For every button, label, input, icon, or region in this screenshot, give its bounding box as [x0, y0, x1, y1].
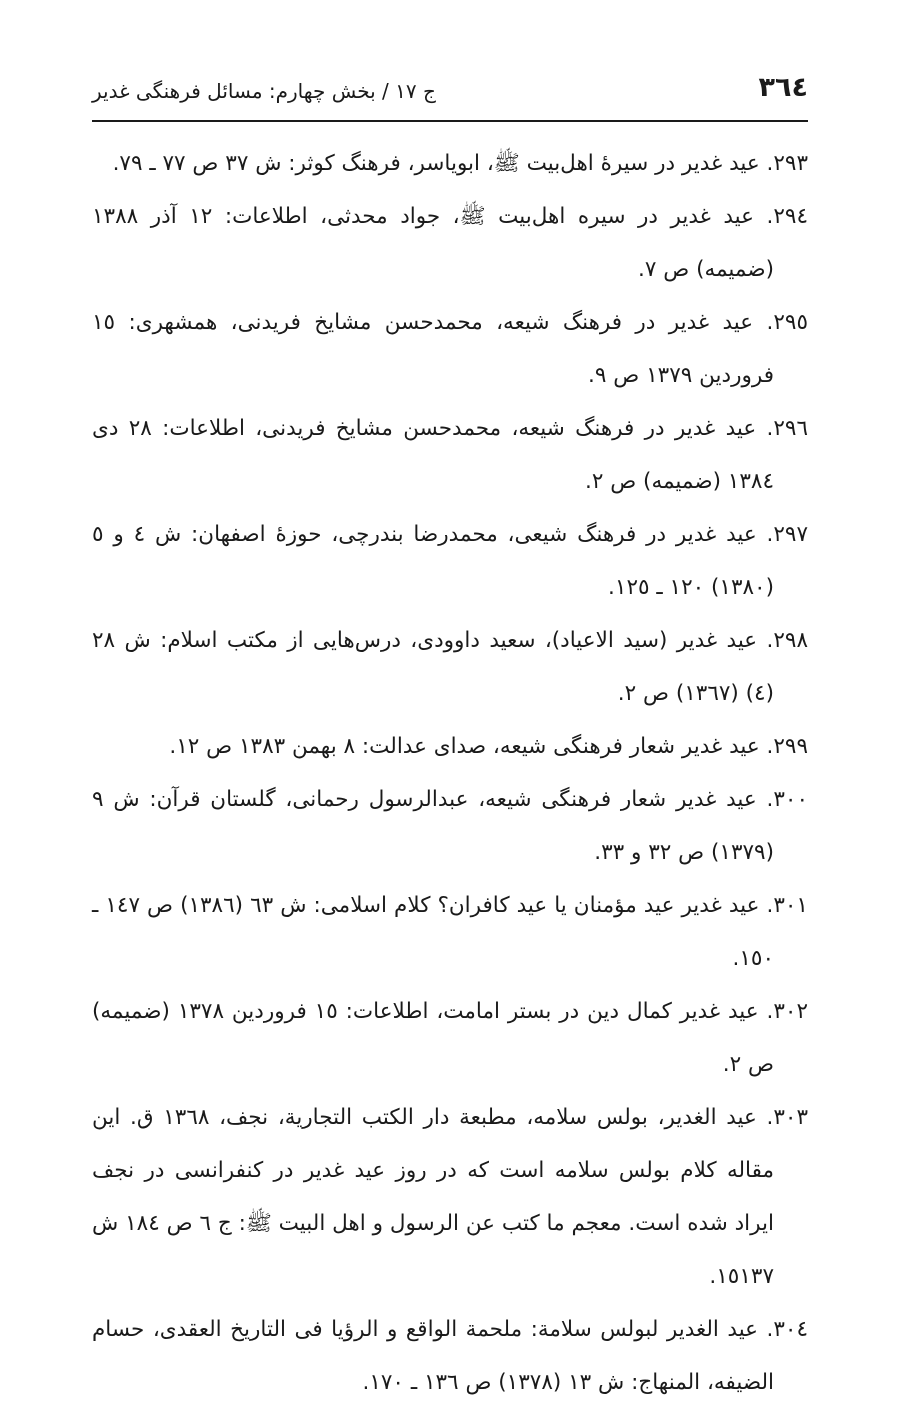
bibliography-entry-293: ٢٩٣. عید غدیر در سیرۀ اهل‌بیت ﷺ، ابویاسر، فرهنگ کوثر: ش ٣٧ ص ٧٧ ـ ٧٩. [112, 151, 808, 176]
bibliography-entry-296: ٢٩٦. عید غدیر در فرهنگ شیعه، محمدحسن مشایخ فریدنی، اطلاعات: ٢٨ دی ١٣٨٤ (ضمیمه) ص ٢. [92, 416, 808, 494]
bibliography-entry-294: ٢٩٤. عید غدیر در سیره اهل‌بیت ﷺ، جواد محدثی، اطلاعات: ١٢ آذر ١٣٨٨ (ضمیمه) ص ٧. [92, 204, 808, 282]
bibliography-entry-297: ٢٩٧. عید غدیر در فرهنگ شیعی، محمدرضا بندرچی، حوزۀ اصفهان: ش ٤ و ٥ (١٣٨٠) ١٢٠ ـ ١٢٥. [92, 522, 808, 600]
bibliography-entry-304: ٣٠٤. عید الغدیر لبولس سلامة: ملحمة الواقع و الرؤیا فی التاریخ العقدی، حسام الضیفه، المنهاج: ش ١٣ (١٣٧٨) ص ١٣٦ ـ ١٧٠. [92, 1317, 808, 1395]
bibliography-entry-298: ٢٩٨. عید غدیر (سید الاعیاد)، سعید داوودی، درس‌هایی از مکتب اسلام: ش ٢٨ (٤) (١٣٦٧) ص ٢. [92, 628, 808, 706]
page-header [92, 66, 808, 122]
bibliography-entry-300: ٣٠٠. عید غدیر شعار فرهنگی شیعه، عبدالرسول رحمانی، گلستان قرآن: ش ٩ (١٣٧٩) ص ٣٢ و ٣٣. [92, 787, 808, 865]
bibliography-entry-303: ٣٠٣. عید الغدیر، بولس سلامه، مطبعة دار الکتب التجاریة، نجف، ١٣٦٨ ق. این مقاله کلام بولس سلامه است که در روز عید غدیر در کنفرانسی در نجف ایراد شده است. معجم ما کتب عن الرسول و اهل البیت ﷺ: ج ٦ ص ١٨٤ ش ١٥١٣٧. [92, 1105, 809, 1289]
bibliography-entry-302: ٣٠٢. عید غدیر کمال دین در بستر امامت، اطلاعات: ١٥ فروردین ١٣٧٨ (ضمیمه) ص ٢. [92, 999, 808, 1077]
page-number: ٣٦٤ [758, 72, 808, 103]
bibliography-entry-299: ٢٩٩. عید غدیر شعار فرهنگی شیعه، صدای عدالت: ٨ بهمن ١٣٨٣ ص ١٢. [169, 734, 808, 759]
bibliography-list [92, 137, 808, 1409]
bibliography-entry-295: ٢٩٥. عید غدیر در فرهنگ شیعه، محمدحسن مشایخ فریدنی، همشهری: ١٥ فروردین ١٣٧٩ ص ٩. [92, 310, 808, 388]
bibliography-entry-301: ٣٠١. عید غدیر عید مؤمنان یا عید کافران؟ کلام اسلامی: ش ٦٣ (١٣٨٦) ص ١٤٧ ـ ١٥٠. [92, 893, 808, 971]
running-title: ج ١٧ / بخش چهارم: مسائل فرهنگی غدیر [92, 79, 436, 103]
